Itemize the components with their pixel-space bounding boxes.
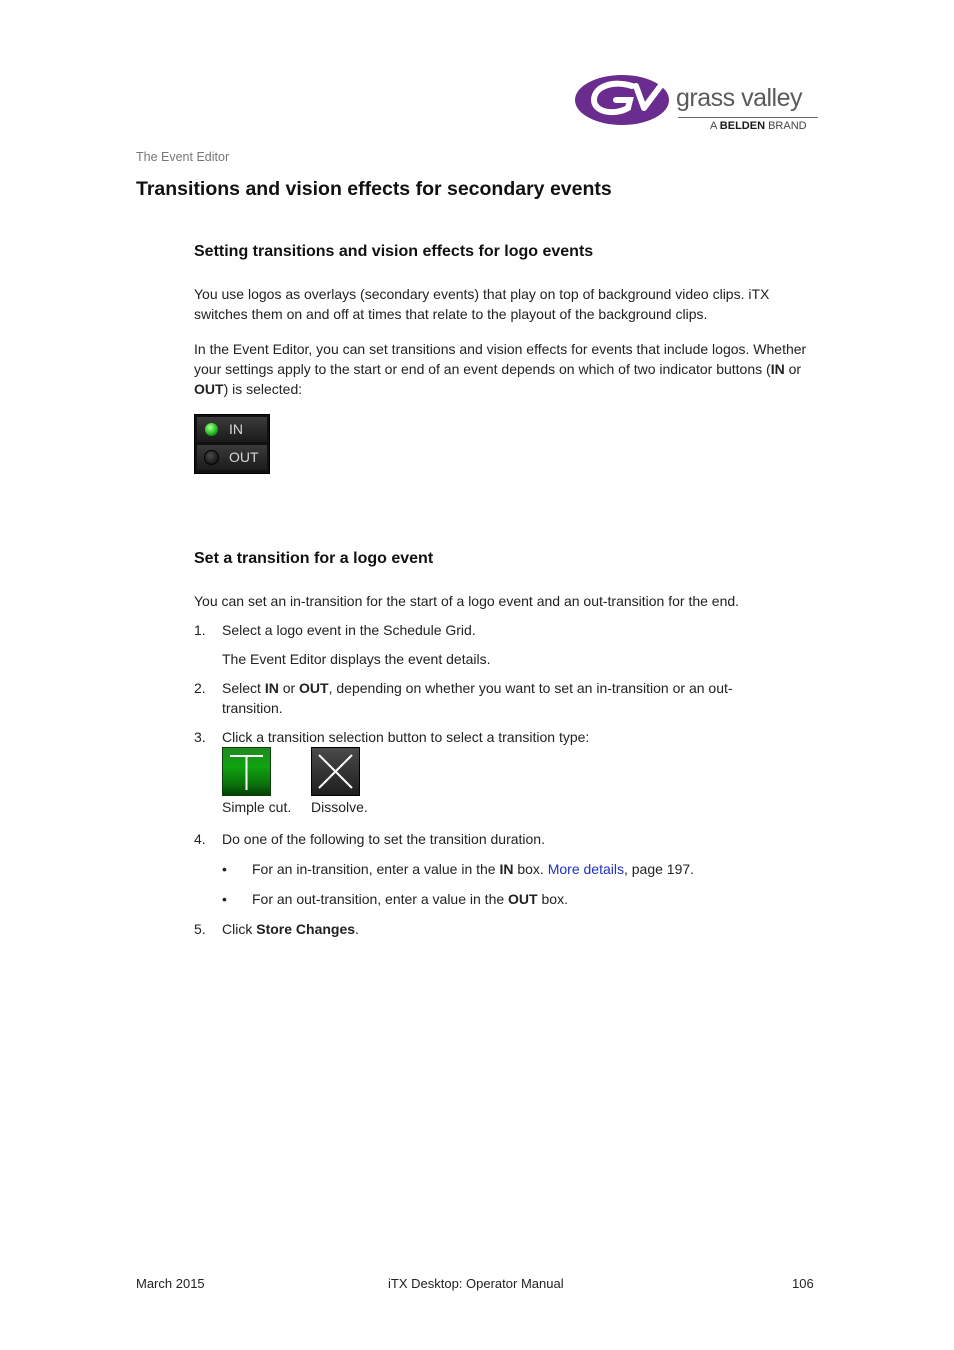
- step-text: Click a transition selection button to select a transition type:: [222, 729, 590, 745]
- simple-cut-button[interactable]: [222, 747, 271, 796]
- in-out-indicator: [194, 414, 270, 474]
- led-on-icon: [205, 423, 218, 436]
- step-text: Click Store Changes.: [222, 921, 359, 937]
- running-head: The Event Editor: [136, 150, 230, 164]
- bullet-in-transition: [222, 859, 822, 879]
- bullet-out-transition: [222, 889, 822, 909]
- paragraph-indicator-buttons: In the Event Editor, you can set transitions and vision effects for events that include logos. Whether your settings apply to the start or end of an event depends on which of two indicator buttons (IN or OUT) is selected:: [194, 341, 807, 397]
- brand-tagline: A BELDEN BRAND: [710, 120, 807, 132]
- bullet-icon: •: [222, 891, 227, 907]
- page-number: 106: [792, 1276, 814, 1291]
- bullet-text: For an in-transition, enter a value in the IN box. More details, page 197.: [252, 861, 695, 877]
- grass-valley-logo: [574, 72, 820, 134]
- section-title: Transitions and vision effects for secondary events: [136, 178, 612, 200]
- bullet-icon: •: [222, 861, 227, 877]
- step-4: [194, 829, 824, 849]
- step-text: Select IN or OUT, depending on whether you want to set an in-transition or an out-transition.: [222, 680, 733, 716]
- footer-date: March 2015: [136, 1276, 205, 1291]
- subsection-title-set-transition: Set a transition for a logo event: [194, 550, 434, 567]
- out-label: OUT: [229, 449, 259, 465]
- out-indicator-button[interactable]: [197, 445, 267, 470]
- step-number: 5.: [194, 921, 206, 937]
- step-number: 1.: [194, 622, 206, 638]
- in-indicator-button[interactable]: [197, 417, 267, 442]
- led-off-icon: [204, 450, 219, 465]
- step-number: 4.: [194, 831, 206, 847]
- dissolve-button[interactable]: [311, 747, 360, 796]
- step-2: [194, 678, 824, 718]
- more-details-link[interactable]: More details: [547, 861, 624, 877]
- dissolve-x-icon: [312, 748, 359, 795]
- gv-emblem-icon: [574, 72, 674, 128]
- step-number: 3.: [194, 729, 206, 745]
- in-label: IN: [229, 421, 243, 437]
- subsection-title-logo-effects: Setting transitions and vision effects for logo events: [194, 243, 594, 260]
- step-text: Select a logo event in the Schedule Grid.: [222, 622, 476, 638]
- step-1: [194, 620, 824, 640]
- step-text: Do one of the following to set the transition duration.: [222, 831, 545, 847]
- bullet-text: For an out-transition, enter a value in the OUT box.: [252, 891, 568, 907]
- step-3: [194, 727, 824, 747]
- step-1-note: The Event Editor displays the event details.: [222, 651, 491, 667]
- step-5: [194, 919, 824, 939]
- paragraph-intro: You can set an in-transition for the start of a logo event and an out-transition for the end.: [194, 593, 740, 609]
- simple-cut-caption: Simple cut.: [222, 799, 292, 815]
- footer-title: iTX Desktop: Operator Manual: [388, 1276, 564, 1291]
- cut-t-icon: [223, 748, 270, 795]
- paragraph-logos-overlay: You use logos as overlays (secondary events) that play on top of background video clips. iTX switches them on and off at times that relate to the playout of the background clips.: [194, 286, 770, 322]
- step-number: 2.: [194, 680, 206, 696]
- dissolve-caption: Dissolve.: [311, 799, 368, 815]
- brand-divider: [678, 117, 818, 118]
- brand-name: grass valley: [676, 84, 802, 112]
